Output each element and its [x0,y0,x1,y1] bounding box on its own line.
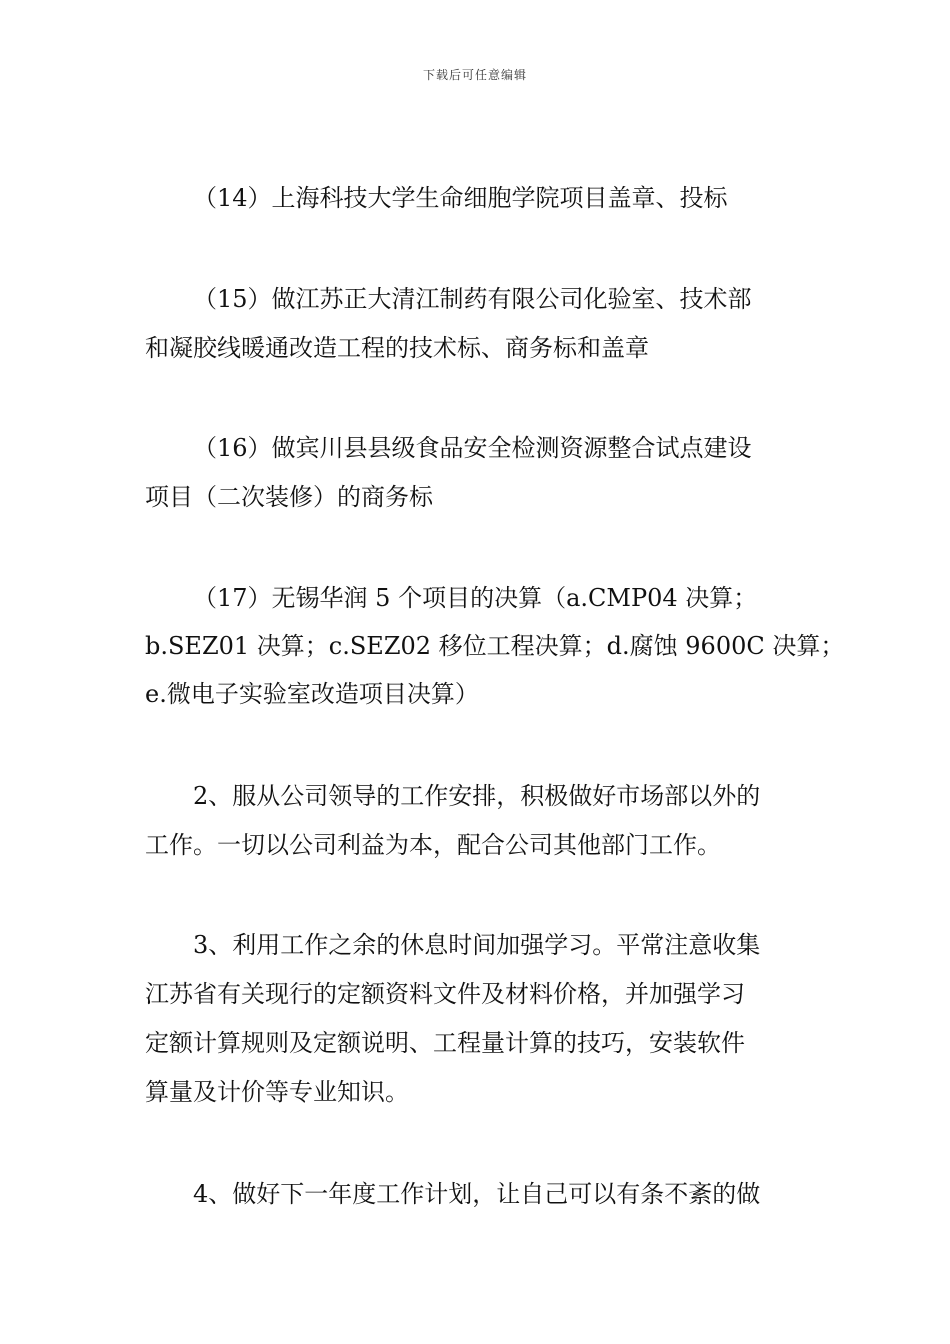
paragraph-line: 定额计算规则及定额说明、工程量计算的技巧，安装软件 [145,1029,745,1057]
paragraph-item-17 [145,574,845,718]
page-header-note: 下载后可任意编辑 [422,68,527,82]
paragraph-item-14 [145,174,817,223]
paragraph-line: 3、利用工作之余的休息时间加强学习。平常注意收集 [193,931,761,959]
paragraph-item-16 [145,424,817,522]
paragraph-line: b.SEZ01 决算；c.SEZ02 移位工程决算；d.腐蚀 9600C 决算； [145,632,845,660]
paragraph-line: 工作。一切以公司利益为本，配合公司其他部门工作。 [145,831,721,859]
paragraph-item-2 [145,772,817,870]
paragraph-line: 项目（二次装修）的商务标 [145,483,433,511]
paragraph-line: （14）上海科技大学生命细胞学院项目盖章、投标 [193,184,728,212]
paragraph-line: 4、做好下一年度工作计划，让自己可以有条不紊的做 [193,1180,761,1208]
paragraph-line: 江苏省有关现行的定额资料文件及材料价格，并加强学习 [145,980,745,1008]
paragraph-line: （17）无锡华润 5 个项目的决算（a.CMP04 决算； [193,584,758,612]
paragraph-item-4 [145,1170,817,1219]
paragraph-line: 算量及计价等专业知识。 [145,1078,409,1106]
paragraph-item-3 [145,921,817,1117]
paragraph-line: 2、服从公司领导的工作安排，积极做好市场部以外的 [193,782,761,810]
paragraph-line: 和凝胶线暖通改造工程的技术标、商务标和盖章 [145,334,649,362]
paragraph-line: （15）做江苏正大清江制药有限公司化验室、技术部 [193,285,752,313]
paragraph-line: e.微电子实验室改造项目决算） [145,680,479,708]
paragraph-item-15 [145,275,817,373]
paragraph-line: （16）做宾川县县级食品安全检测资源整合试点建设 [193,434,752,462]
